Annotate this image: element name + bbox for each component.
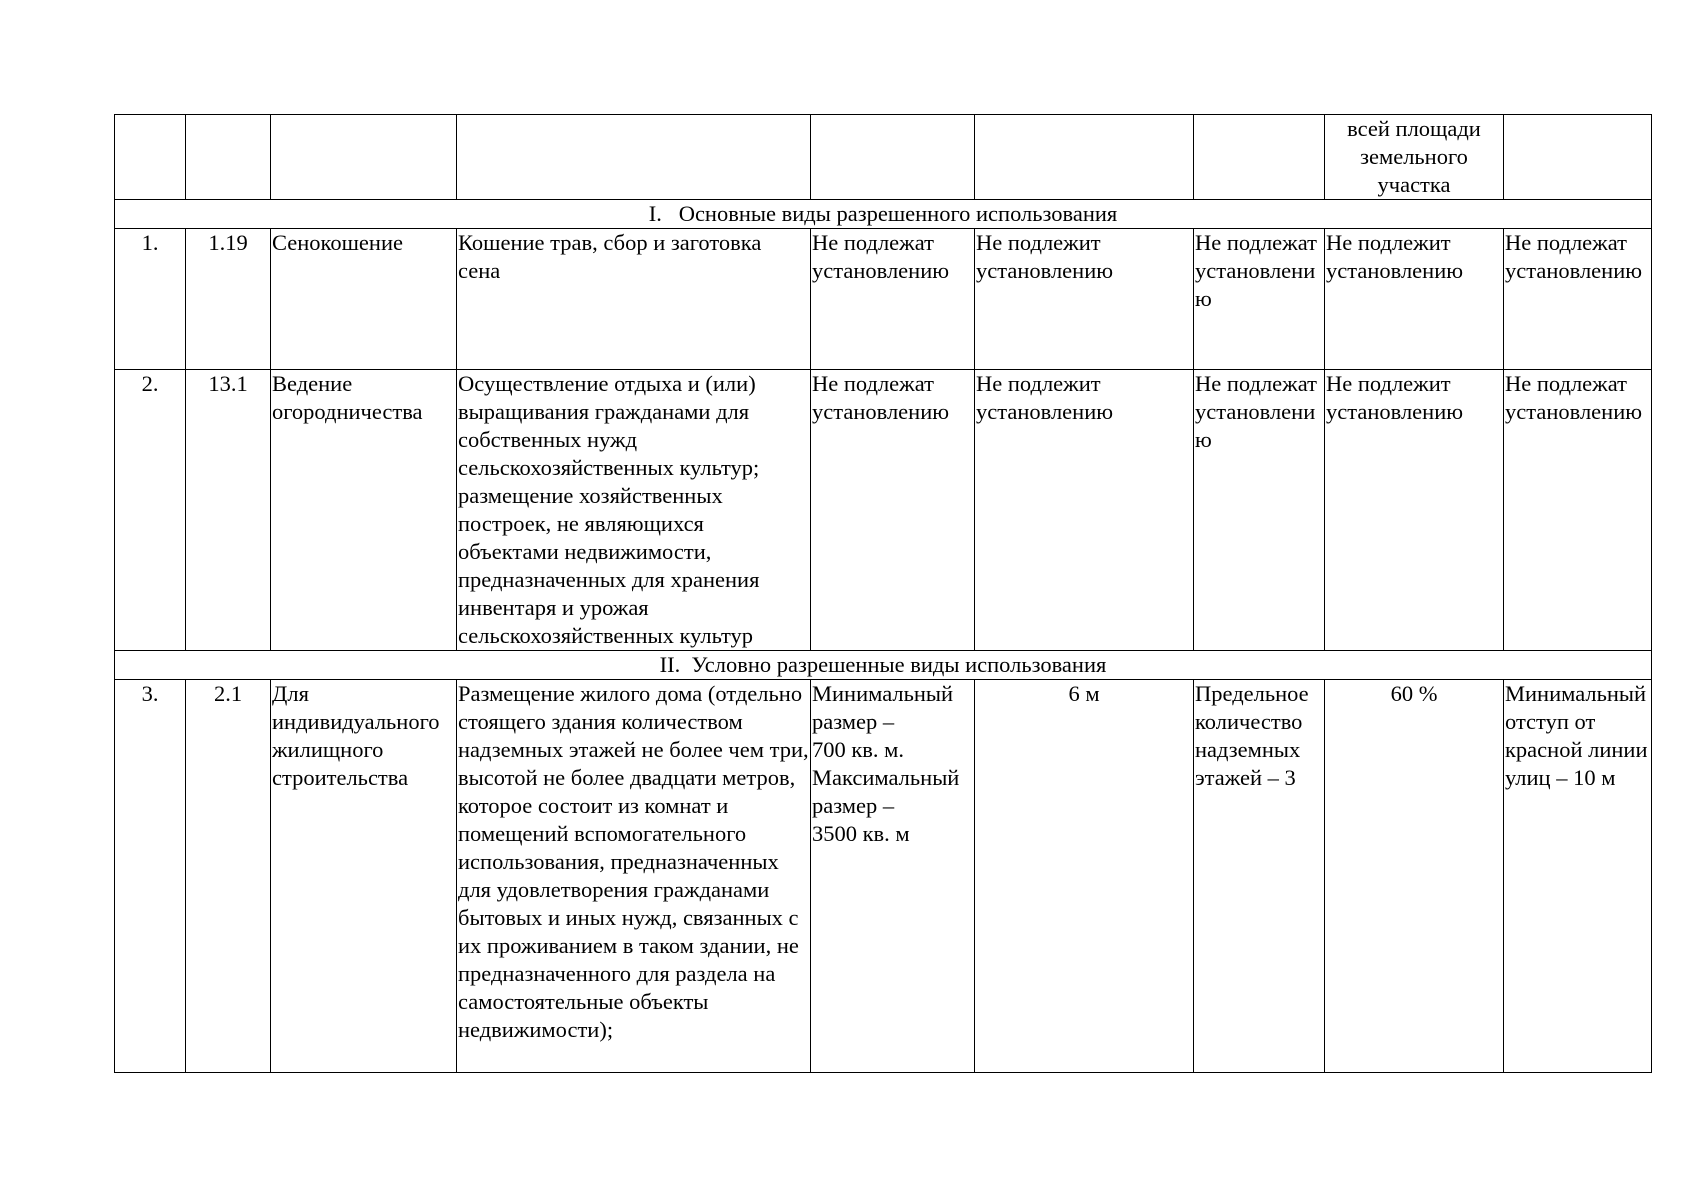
use-description: Кошение трав, сбор и заготовка сена [457,229,811,370]
table-cell [811,115,975,200]
use-name: Ведение огородничества [271,370,457,651]
use-name: Для индивидуального жилищного строительства [271,680,457,1073]
max-coverage: 60 % [1325,680,1504,1073]
max-floors: Не подлежат установлению [1194,229,1325,370]
table-cell [271,115,457,200]
max-coverage: Не подлежит установлению [1325,229,1504,370]
table-cell [1194,115,1325,200]
table-cell [186,115,271,200]
table-row [115,370,1652,651]
plot-area-limits: Минимальный размер – 700 кв. м. Максимальный размер – 3500 кв. м [811,680,975,1073]
section-heading-main: I. Основные виды разрешенного использования [115,200,1652,229]
section-row-conditional [115,651,1652,680]
table-cell [975,115,1194,200]
use-code: 13.1 [186,370,271,651]
min-indent: 6 м [975,680,1194,1073]
other-parameters: Минимальный отступ от красной линии улиц – 10 м [1504,680,1652,1073]
use-description: Осуществление отдыха и (или) выращивания гражданами для собственных нужд сельскохозяйственных культур; размещение хозяйственных построек, не являющихся объектами недвижимости, предназначенных для хранения инвентаря и урожая сельскохозяйственных культур [457,370,811,651]
table-cell [1504,115,1652,200]
plot-area-limits: Не подлежат установлению [811,229,975,370]
use-name: Сенокошение [271,229,457,370]
max-coverage: Не подлежит установлению [1325,370,1504,651]
other-parameters: Не подлежат установлению [1504,229,1652,370]
max-floors: Не подлежат установлению [1194,370,1325,651]
section-row-main [115,200,1652,229]
plot-area-limits: Не подлежат установлению [811,370,975,651]
max-floors: Предельное количество надземных этажей – 3 [1194,680,1325,1073]
row-number: 2. [115,370,186,651]
other-parameters: Не подлежат установлению [1504,370,1652,651]
row-number: 3. [115,680,186,1073]
table-row [115,229,1652,370]
zoning-regulations-table [114,114,1652,1073]
table-cell [115,115,186,200]
header-continuation-row [115,115,1652,200]
min-indent: Не подлежит установлению [975,370,1194,651]
use-code: 1.19 [186,229,271,370]
table-cell [457,115,811,200]
row-number: 1. [115,229,186,370]
header-coverage-fragment: всей площади земельного участка [1325,115,1504,200]
use-description: Размещение жилого дома (отдельно стоящего здания количеством надземных этажей не более чем три, высотой не более двадцати метров, которое состоит из комнат и помещений вспомогательного использования, предназначенных для удовлетворения гражданами бытовых и иных нужд, связанных с их проживанием в таком здании, не предназначенного для раздела на самостоятельные объекты недвижимости); [457,680,811,1073]
use-code: 2.1 [186,680,271,1073]
table-row [115,680,1652,1073]
min-indent: Не подлежит установлению [975,229,1194,370]
section-heading-conditional: II. Условно разрешенные виды использования [115,651,1652,680]
